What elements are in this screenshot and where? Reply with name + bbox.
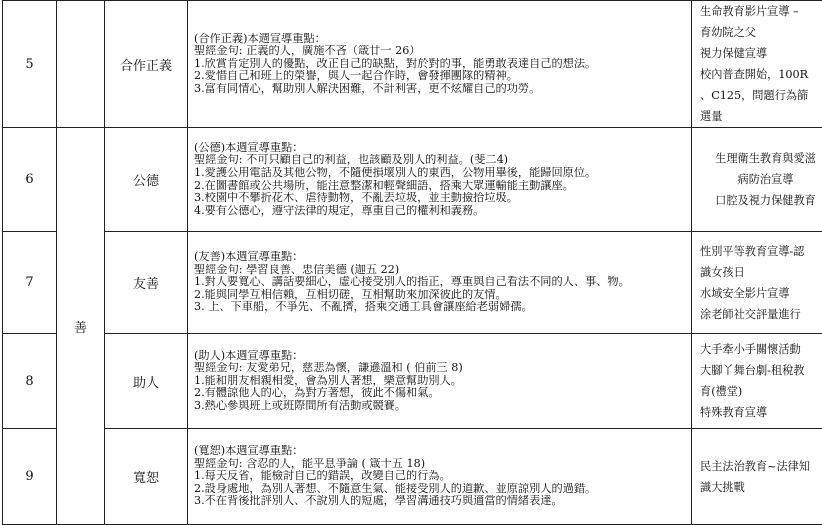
- content-point: 1.對人要寬心、講話要細心，虛心接受別人的指正，尊重與自己看法不同的人、事、物。: [194, 276, 687, 289]
- activities-cell: [692, 334, 822, 429]
- content-point: 2.有體諒他人的心，為對方著想，彼此不傷和氣。: [194, 387, 687, 400]
- activity-line: 育幼院之父: [700, 22, 822, 43]
- activity-line: 生命教育影片宣導 –: [700, 1, 822, 22]
- content-point: 3. 上、下車船，不爭先、不亂擠，搭乘交通工具會讓座給老弱婦孺。: [194, 301, 687, 314]
- activities-cell: [692, 128, 822, 232]
- virtue-group: 善: [57, 128, 105, 525]
- content-point: 3.富有同情心，幫助別人解決困難，不計利害，更不炫耀自己的功勞。: [194, 83, 687, 96]
- content-title: (寬恕)本週宣導重點：: [194, 445, 687, 458]
- week-number: 6: [3, 128, 57, 232]
- bible-verse: 聖經金句: 不可只顧自己的利益，也該顧及別人的利益。(斐二4): [194, 154, 687, 167]
- activities-cell: [692, 232, 822, 334]
- promotion-content: [188, 1, 692, 128]
- activity-line: 病防治宣導: [700, 169, 822, 190]
- activity-line: 育(禮堂): [700, 381, 822, 402]
- activity-line: 性別平等教育宣導-認: [700, 241, 822, 262]
- bible-verse: 聖經金句: 友愛弟兄，慈悲為懷，謙遜溫和 ( 伯前三 8): [194, 362, 687, 375]
- content-point: 2.能與同學互相信賴，互相切磋，互相幫助來加深彼此的友情。: [194, 289, 687, 302]
- activity-line: 大手牽小手關懷活動: [700, 339, 822, 360]
- table-row: [3, 128, 822, 232]
- virtue-name: 合作正義: [105, 1, 188, 128]
- content-point: 1.每天反省，能檢討自己的錯誤，改變自己的行為。: [194, 470, 687, 483]
- activities-cell: [692, 1, 822, 128]
- table-row: [3, 334, 822, 429]
- week-number: 8: [3, 334, 57, 429]
- bible-verse: 聖經金句: 學習良善、忠信美德 (迦五 22): [194, 264, 687, 277]
- activity-line: 、C125，問題行為篩: [700, 85, 822, 106]
- activity-line: 生理衛生教育與愛滋: [700, 148, 822, 169]
- virtue-name: 友善: [105, 232, 188, 334]
- promotion-content: [188, 334, 692, 429]
- content-point: 2.設身處地，為別人著想、不隨意生氣、能接受別人的道歉、並原諒別人的過錯。: [194, 483, 687, 496]
- week-number: 5: [3, 1, 57, 128]
- content-point: 4.要有公德心，遵守法律的規定，尊重自己的權利和義務。: [194, 205, 687, 218]
- activities-cell: [692, 429, 822, 525]
- activity-line: 水域安全影片宣導: [700, 283, 822, 304]
- week-number: 9: [3, 429, 57, 525]
- content-point: 1.愛護公用電話及其他公物，不隨便損壞別人的東西，公物用畢後，能歸回原位。: [194, 167, 687, 180]
- table-row: [3, 232, 822, 334]
- virtue-name: 公德: [105, 128, 188, 232]
- activity-line: 校內普查開始，100R: [700, 64, 822, 85]
- activity-line: 視力保健宣導: [700, 43, 822, 64]
- week-number: 7: [3, 232, 57, 334]
- content-title: (助人)本週宣導重點：: [194, 350, 687, 363]
- content-title: (友善)本週宣導重點：: [194, 251, 687, 264]
- content-point: 1.欣賞肯定別人的優點，改正自己的缺點，對於對的事，能勇敢表達自己的想法。: [194, 58, 687, 71]
- content-point: 2.愛惜自己和班上的榮譽，與人一起合作時，會發揮團隊的精神。: [194, 70, 687, 83]
- bible-verse: 聖經金句: 正義的人，廣施不吝（箴廿一 26）: [194, 45, 687, 58]
- content-point: 3.熱心參與班上或班際間所有活動或競賽。: [194, 400, 687, 413]
- table-row: [3, 429, 822, 525]
- content-title: (合作正義)本週宣導重點：: [194, 33, 687, 46]
- promotion-content: [188, 429, 692, 525]
- content-point: 3.校園中不攀折花木、虐待動物，不亂丟垃圾，並主動撿拾垃圾。: [194, 192, 687, 205]
- activity-line: 大腳丫舞台劇-租稅教: [700, 360, 822, 381]
- bible-verse: 聖經金句: 含忍的人，能平息爭論 ( 箴十五 18): [194, 458, 687, 471]
- activity-line: 識大挑戰: [700, 477, 822, 498]
- activity-line: 特殊教育宣導: [700, 402, 822, 423]
- virtue-group-cell: [57, 1, 105, 128]
- content-title: (公德)本週宣導重點：: [194, 142, 687, 155]
- activity-line: 選量: [700, 106, 822, 127]
- activity-line: 民主法治教育~法律知: [700, 456, 822, 477]
- virtue-name: 助人: [105, 334, 188, 429]
- weekly-schedule-table: [2, 0, 822, 525]
- table-row: [3, 1, 822, 128]
- promotion-content: [188, 232, 692, 334]
- activity-line: 涂老師社交評量進行: [700, 304, 822, 325]
- promotion-content: [188, 128, 692, 232]
- content-point: 3.不在背後批評別人、不說別人的短處，學習溝通技巧與適當的情緒表達。: [194, 495, 687, 508]
- content-point: 2.在圖書館或公共場所，能注意整潔和輕聲細語，搭乘大眾運輸能主動讓座。: [194, 180, 687, 193]
- content-point: 1.能和朋友相親相愛，會為別人著想，樂意幫助別人。: [194, 375, 687, 388]
- activity-line: 口腔及視力保健教育: [700, 190, 822, 211]
- activity-line: 識女孩日: [700, 262, 822, 283]
- virtue-name: 寬恕: [105, 429, 188, 525]
